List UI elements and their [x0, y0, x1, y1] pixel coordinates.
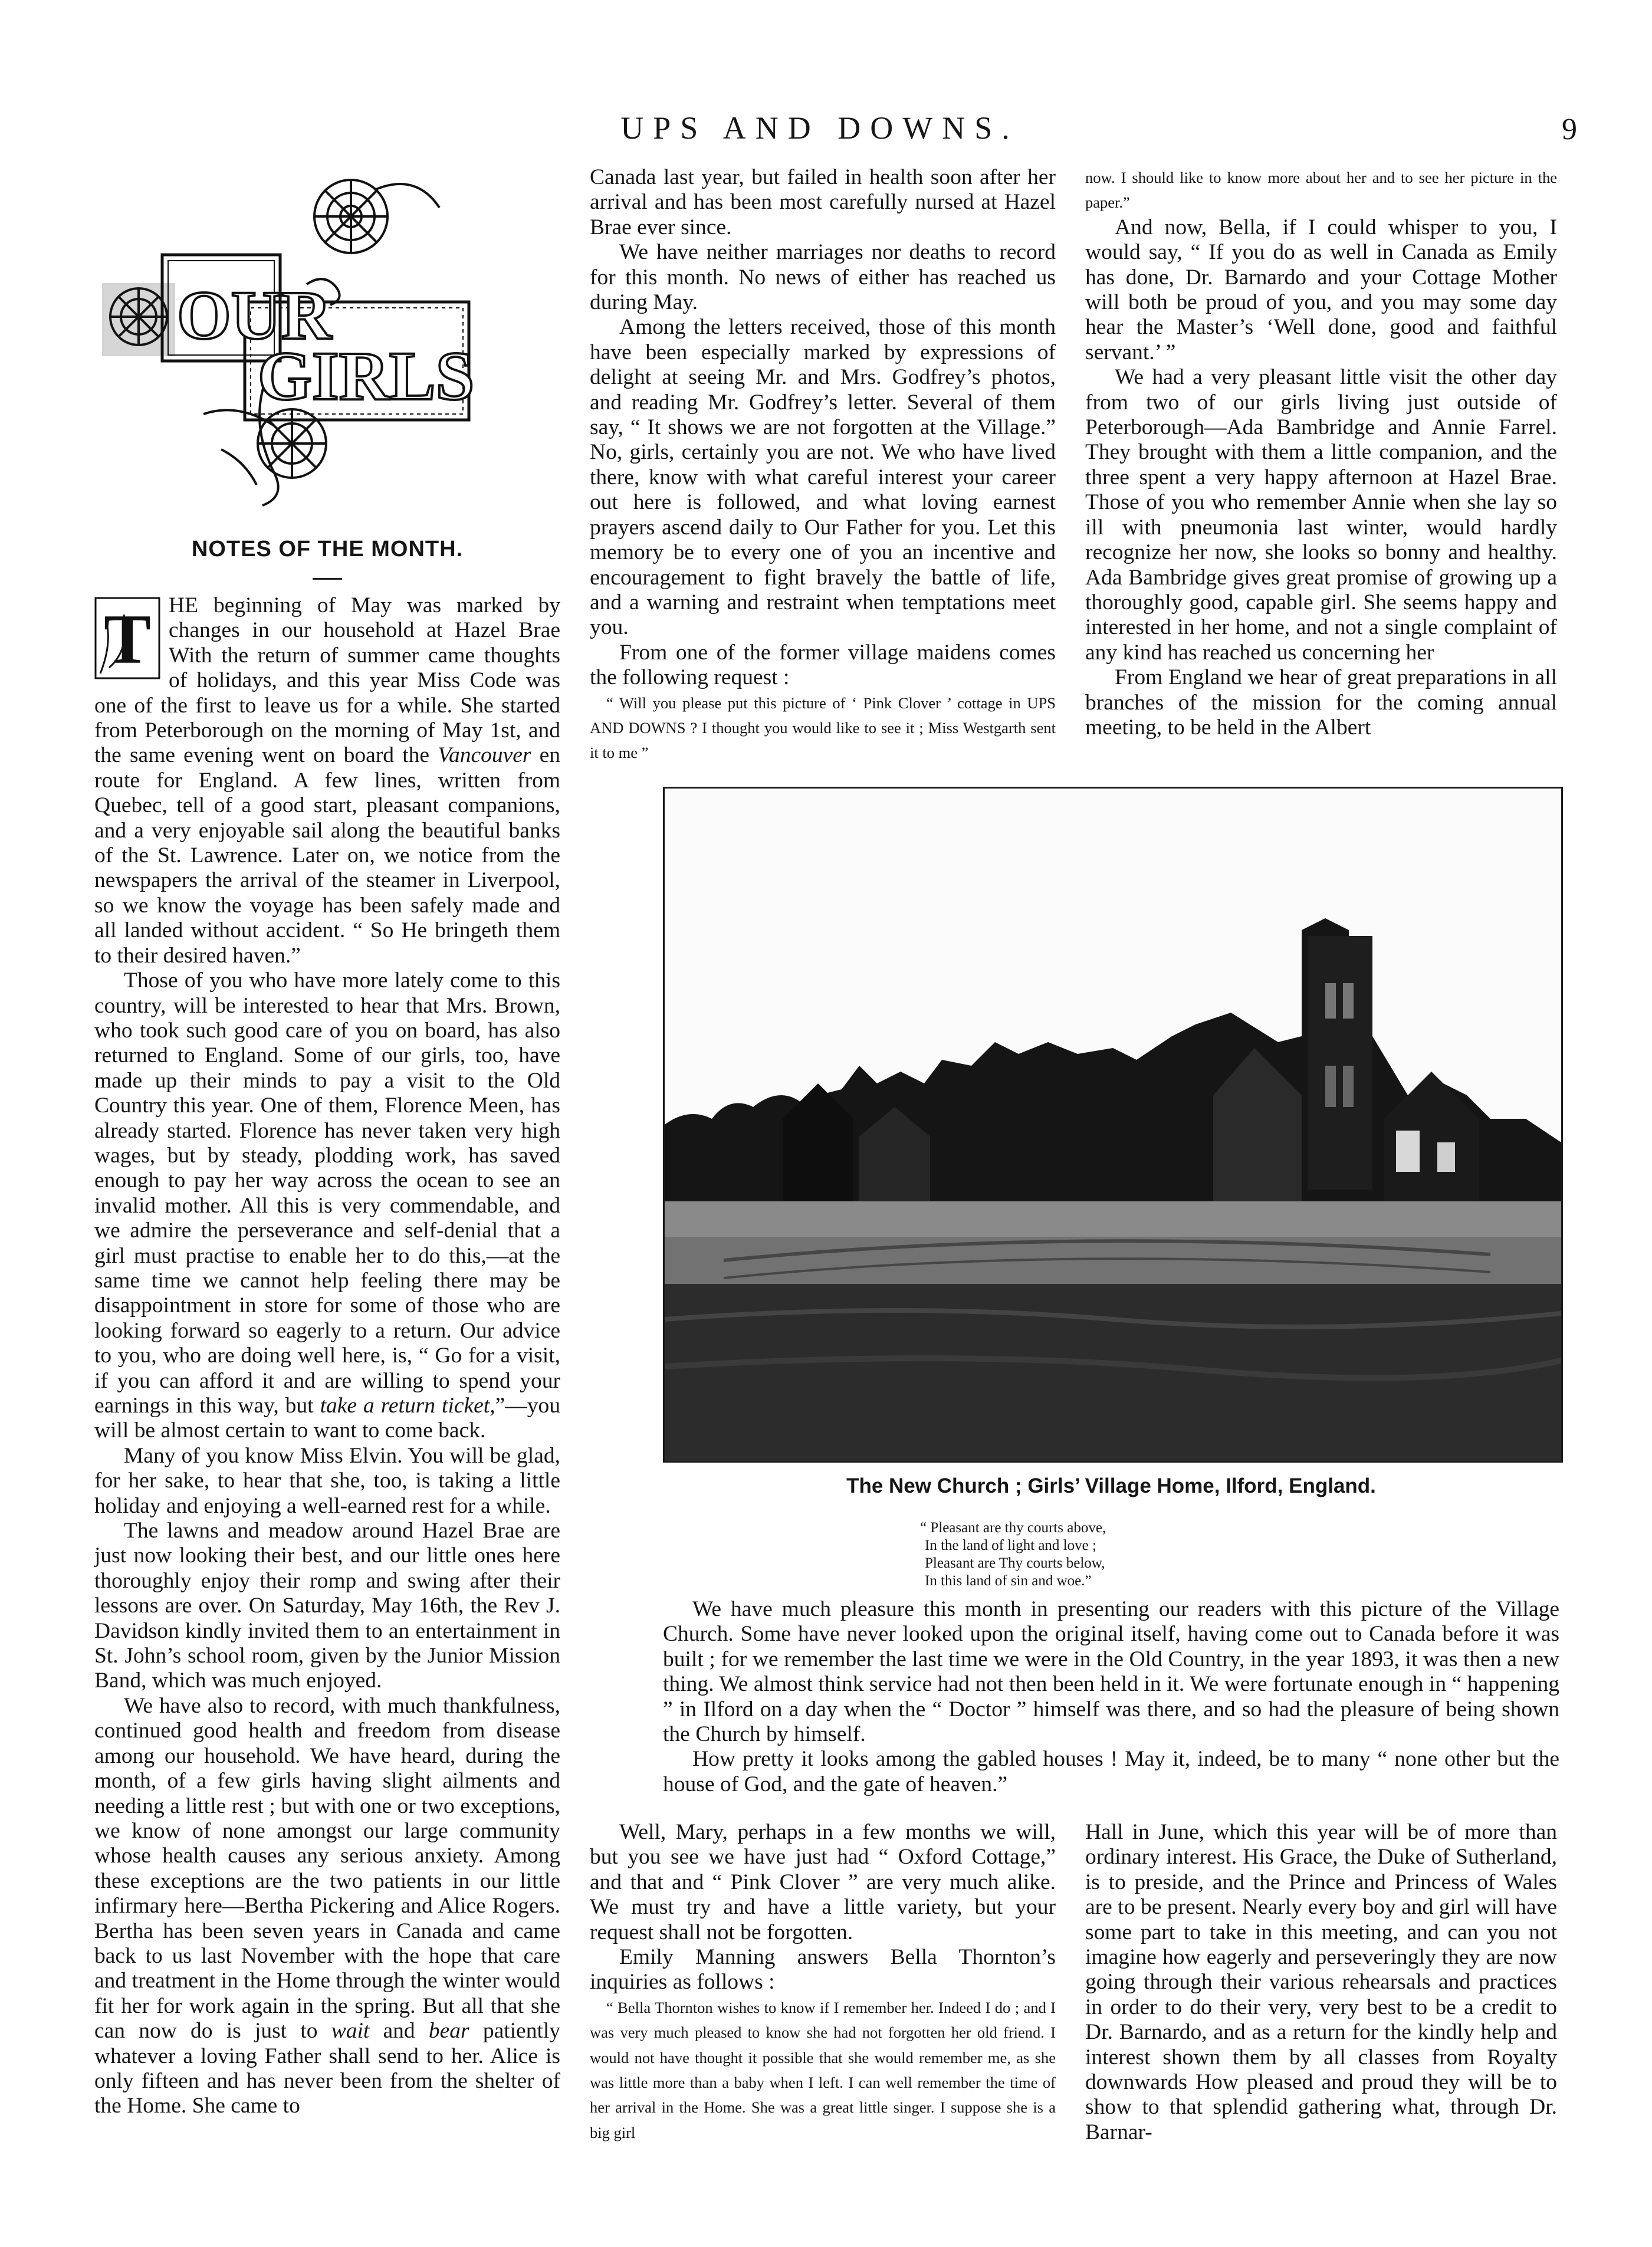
section-title: NOTES OF THE MONTH. [191, 537, 464, 561]
column-1 [94, 593, 560, 2119]
logo-word-girls: GIRLS [258, 337, 475, 415]
church-photo-image [665, 789, 1561, 1461]
logo-word-our: OUR [177, 277, 332, 354]
running-title: UPS AND DOWNS. [620, 110, 1019, 146]
ship-name: Vancouver [438, 743, 531, 768]
dropcap-letter: T [103, 600, 152, 678]
photo-article [663, 1597, 1559, 1797]
flower-top-icon [314, 180, 439, 253]
verse-line: In this land of sin and woe.” [925, 1573, 1092, 1589]
verse-line: In the land of light and love ; [925, 1538, 1096, 1553]
hymn-verse [920, 1519, 1368, 1590]
quoted-letter: “ Bella Thornton wishes to know if I remember her. Indeed I do ; and I was very much pleased to know she had not forgotten her old friend. I would not have thought it possible that she would remember me, as she was little more than a baby when I left. I can well remember the time of her arrival in the Home. She was a great little singer. I suppose she is a big girl [590, 1998, 1056, 2141]
our-girls-logo [97, 166, 475, 508]
dropcap-ornament [94, 597, 160, 679]
church-tower [1308, 936, 1372, 1190]
paragraph: Among the letters received, those of this month have been especially marked by expressions of delight at seeing Mr. and Mrs. Godfrey’s photos, and reading Mr. Godfrey’s letter. Several of them say, “ It shows we are not forgotten at the Village.” No, girls, certainly you are not. We who have lived there, know with what careful interest your career out here is followed, and what loving earnest prayers ascend daily to Our Father for you. Let this memory be to every one of you an incentive and encouragement to fight bravely the battle of life, and a warning and restraint when temptations meet you. [590, 315, 1056, 640]
paragraph: Hall in June, which this year will be of more than ordinary interest. His Grace, the Duke of Sutherland, is to preside, and the Prince and Princess of Wales are to be present. Nearly every boy and girl will have some part to take in this meeting, and can you not imagine how eagerly and perseveringly they are now going through their various rehearsals and practices in order to do their very, very best to be a credit to Dr. Barnardo, and as a return for the kindly help and interest shown them by all classes from Royalty downwards How pleased and proud they will be to show to that splendid gathering what, through Dr. Barnar- [1085, 1820, 1557, 2144]
text-run: and [383, 2019, 415, 2044]
paragraph [94, 1694, 560, 2119]
paragraph: Many of you know Miss Elvin. You will be glad, for her sake, to hear that she, too, is taking a little holiday and enjoying a well-earned rest for a while. [94, 1443, 560, 1518]
paragraph: From one of the former village maidens comes the following request : [590, 640, 1056, 690]
paragraph: We have much pleasure this month in presenting our readers with this picture of the Village Church. Some have never looked upon the original itself, having come out to Canada before it was built ; for we remember the last time we were in the Old Country, in the year 1893, it was then a new thing. We almost think service had not then been held in it. We were fortunate enough in “ happening ” in Ilford on a day when the “ Doctor ” himself was there, and so had the pleasure of being shown the Church by himself. [663, 1597, 1559, 1747]
italic-word: wait [331, 2019, 370, 2044]
paragraph: Emily Manning answers Bella Thornton’s inquiries as follows : [590, 1945, 1056, 1995]
paragraph: We had a very pleasant little visit the other day from two of our girls living just outside of Peterborough—Ada Bambridge and Annie Farrel. They brought with them a little companion, and the three spent a very happy afternoon at Hazel Brae. Those of you who remember Annie when she lay so ill with pneumonia last winter, would hardly recognize her now, she looks so bonny and healthy. Ada Bambridge gives great promise of growing up a thoroughly good, capable girl. She seems happy and interested in her home, and not a single complaint of any kind has reached us concerning her [1085, 365, 1557, 665]
lawn-strip [665, 1201, 1561, 1237]
text-run: patiently whatever a loving Father shall send to her. Alice is only fifteen and has never been from the shelter of the Home. She came to [94, 2019, 561, 2118]
column-2 [590, 165, 1056, 766]
paragraph [94, 968, 560, 1444]
photo-caption: The New Church ; Girls’ Village Home, Ilford, England. [846, 1474, 1376, 1497]
text-run: Those of you who have more lately come to this country, will be interested to hear that Mrs. Brown, who took such good care of you on board, has also returned to England. Some of our girls, too, have made up their minds to pay a visit to the Old Country this year. One of them, Florence Meen, has already started. Florence has never taken very high wages, but by steady, plodding work, has saved enough to pay her way across the ocean to see an invalid mother. All this is very commendable, and we admire the perseverance and self-denial that a girl must practise to enable her to do this,—at the same time we cannot help feeling there may be disappointment in store for some of those who are looking forward so eagerly to a return. Our advice to you, who are doing well here, is, “ Go for a visit, if you can afford it and are willing to spend your earnings in this way, but [94, 968, 560, 1418]
verse-line: “ Pleasant are thy courts above, [920, 1520, 1106, 1536]
text-run: en route for England. A few lines, written from Quebec, tell of a good start, pleasant companions, and a very enjoyable sail along the beautiful banks of the St. Lawrence. Later on, we notice from the newspapers the arrival of the steamer in Liverpool, so we know the voyage has been safely made and all landed without accident. “ So He bringeth them to their desired haven.” [94, 743, 561, 968]
text-run: We have also to record, with much thankfulness, continued good health and freedom from disease among our household. We have heard, during the month, of a few girls having slight ailments and needing a little rest ; but with one or two exceptions, we know of none amongst our large community whose health causes any serious anxiety. Among these exceptions are the two patients in our little infirmary here—Bertha Pickering and Alice Rogers. Bertha has been seven years in Canada and came back to us last November with the hope that care and treatment in the Home through the winter would fit her for work again in the spring. But all that she can now do is just to [94, 1693, 560, 2044]
paragraph: Well, Mary, perhaps in a few months we will, but you see we have just had “ Oxford Cottage,” and that and “ Pink Clover ” are very much alike. We must try and have a little variety, but your request shall not be forgotten. [590, 1820, 1056, 1944]
italic-word: bear [428, 2019, 469, 2044]
paragraph: The lawns and meadow around Hazel Brae are just now looking their best, and our little ones here thoroughly enjoy their romp and swing after their lessons are over. On Saturday, May 16th, the Rev J. Davidson kindly invited them to an entertainment in St. John’s school room, given by the Junior Mission Band, which was much enjoyed. [94, 1519, 560, 1693]
paragraph: How pretty it looks among the gabled houses ! May it, indeed, be to many “ none other but the house of God, and the gate of heaven.” [663, 1747, 1559, 1796]
text-run: HE beginning of May was marked by changes in our household at Hazel Brae With the return of summer came thoughts of holidays, and this year Miss Code was one of the first to leave us for a while. She started from Peterborough on the morning of May 1st, and the same evening went on board the [94, 593, 560, 768]
paragraph: And now, Bella, if I could whisper to you, I would say, “ If you do as well in Canada as Emily has done, Dr. Barnardo and your Cottage Mother will both be proud of you, and you may some day hear the Master’s ‘Well done, good and faithful servant.’ ” [1085, 215, 1557, 364]
quoted-letter-end: now. I should like to know more about her and to see her picture in the paper.” [1085, 169, 1557, 212]
text-run: ”—you will be almost certain to want to come back. [94, 1394, 560, 1443]
paragraph: From England we hear of great preparations in all branches of the mission for the coming annual meeting, to be held in the Albert [1085, 665, 1557, 740]
paragraph: We have neither marriages nor deaths to record for this month. No news of either has reached us during May. [590, 240, 1056, 315]
column-3 [1085, 165, 1557, 740]
quoted-letter: “ Will you please put this picture of ‘ Pink Clover ’ cottage in UPS AND DOWNS ? I thought you would like to see it ; Miss Westgarth sent it to me ” [590, 694, 1056, 762]
verse-line: Pleasant are Thy courts below, [925, 1555, 1105, 1571]
page-number: 9 [1562, 113, 1577, 146]
section-rule [313, 578, 342, 580]
column-2-bottom [590, 1820, 1056, 2145]
church-photo [663, 787, 1563, 1463]
paragraph [94, 593, 560, 968]
column-3-bottom [1085, 1820, 1557, 2145]
paragraph: Canada last year, but failed in health soon after her arrival and has been most carefully nursed at Hazel Brae ever since. [590, 165, 1056, 239]
italic-phrase: take a return ticket, [320, 1394, 495, 1418]
